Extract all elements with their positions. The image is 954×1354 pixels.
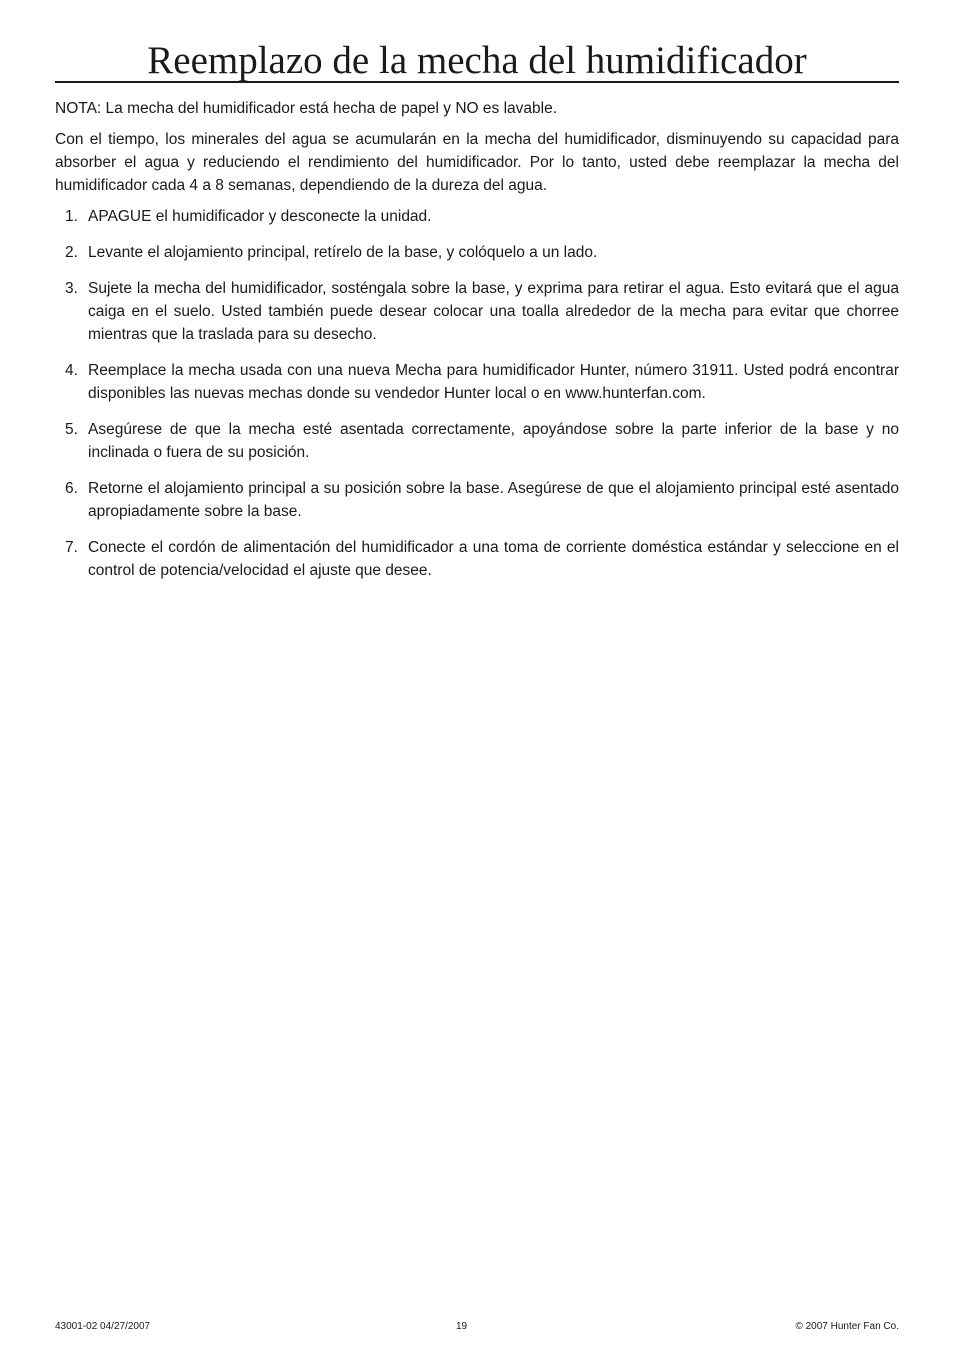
step-text: Retorne el alojamiento principal a su posición sobre la base. Asegúrese de que el alojamiento principal esté asentado apropiadamente sobre la base. [88,480,899,520]
step-item [55,536,899,582]
steps-list [55,205,899,582]
note-paragraph: NOTA: La mecha del humidificador está hecha de papel y NO es lavable. [55,100,558,117]
document-id: 43001-02 04/27/2007 [55,1321,151,1332]
step-text: Reemplace la mecha usada con una nueva Mecha para humidificador Hunter, número 31911. Usted podrá encontrar disponibles las nuevas mechas donde su vendedor Hunter local o en www.hunterfan.com. [88,362,899,402]
page-footer [55,1320,899,1334]
step-number: 5. [65,421,78,438]
step-item [55,277,899,346]
step-number: 3. [65,280,78,297]
page-title: Reemplazo de la mecha del humidificador [147,39,807,82]
document-page [55,0,899,582]
step-number: 7. [65,539,78,556]
step-number: 6. [65,480,78,497]
step-text: Levante el alojamiento principal, retírelo de la base, y colóquelo a un lado. [88,244,598,261]
step-item [55,205,899,228]
step-text: Sujete la mecha del humidificador, sosténgala sobre la base, y exprima para retirar el agua. Esto evitará que el agua caiga en el suelo. Usted también puede desear colocar una toalla alrededor de la mecha para evitar que chorree mientras que la traslada para su desecho. [88,280,899,343]
step-number: 1. [65,208,78,225]
step-item [55,418,899,464]
step-text: Asegúrese de que la mecha esté asentada correctamente, apoyándose sobre la parte inferior de la base y no inclinada o fuera de su posición. [88,421,899,461]
page-number: 19 [456,1321,468,1332]
intro-paragraph: Con el tiempo, los minerales del agua se acumularán en la mecha del humidificador, disminuyendo su capacidad para absorber el agua y reduciendo el rendimiento del humidificador. Por lo tanto, usted debe reemplazar la mecha del humidificador cada 4 a 8 semanas, dependiendo de la dureza del agua. [55,131,899,194]
step-number: 2. [65,244,78,261]
step-item [55,477,899,523]
step-text: APAGUE el humidificador y desconecte la unidad. [88,208,432,225]
copyright-notice: © 2007 Hunter Fan Co. [795,1321,899,1332]
step-number: 4. [65,362,78,379]
step-text: Conecte el cordón de alimentación del humidificador a una toma de corriente doméstica estándar y seleccione en el control de potencia/velocidad el ajuste que desee. [88,539,899,579]
step-item [55,241,899,264]
step-item [55,359,899,405]
